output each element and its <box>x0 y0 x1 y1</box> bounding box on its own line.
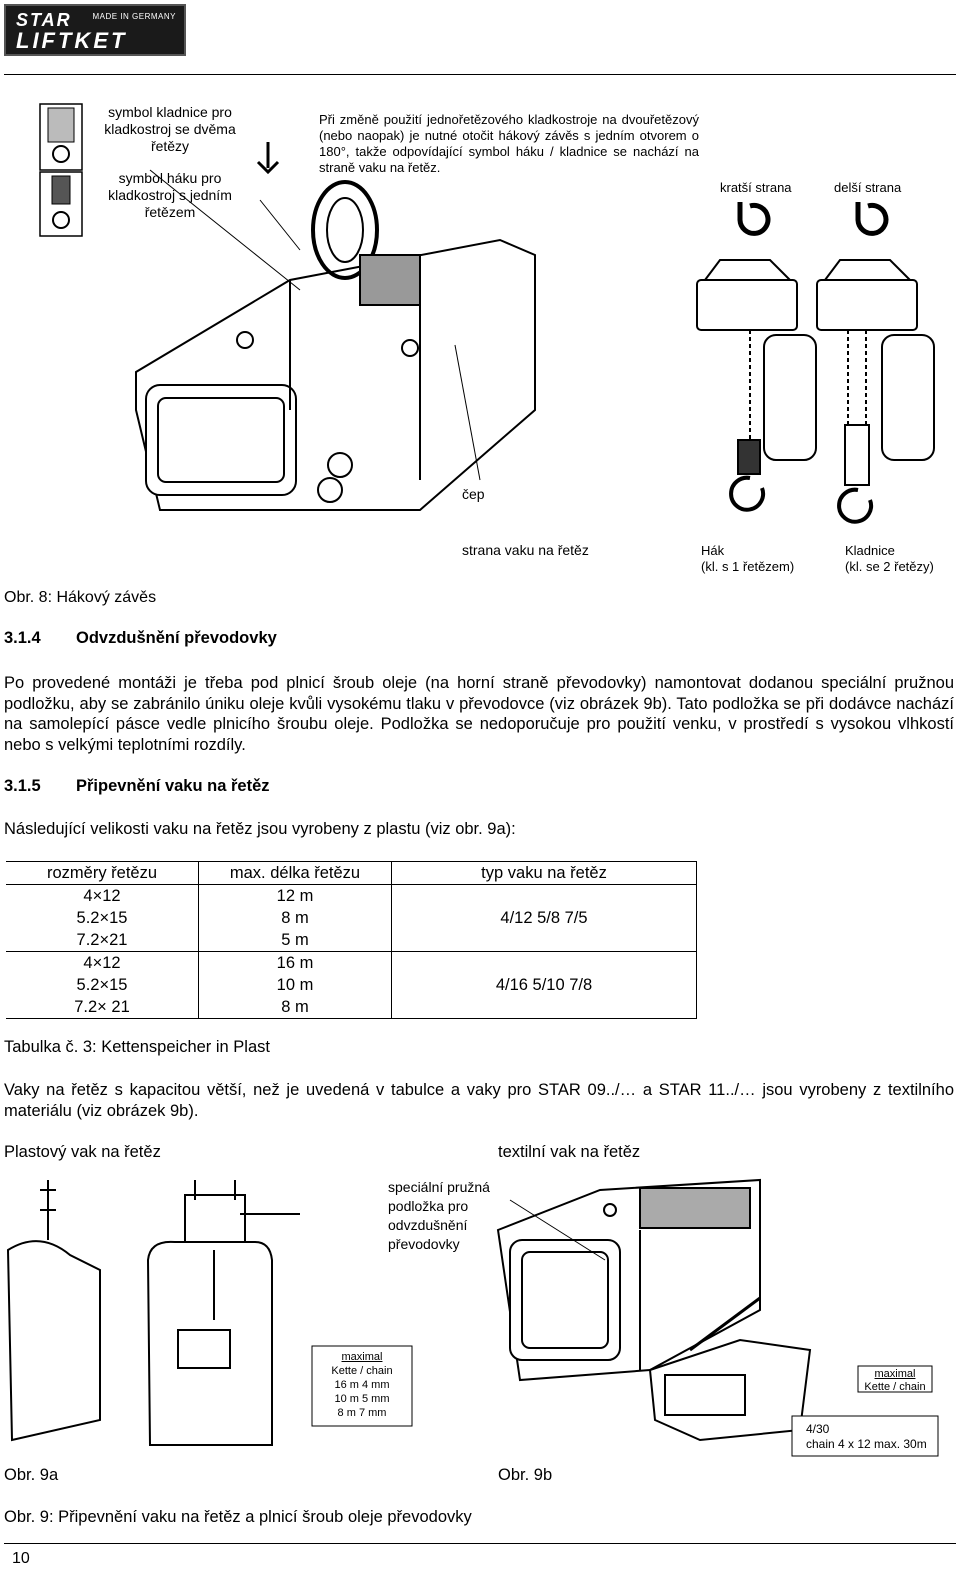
table-row <box>6 885 697 908</box>
block-sublabel: (kl. se 2 řetězy) <box>845 559 934 574</box>
textile-bag-hoist-drawing <box>498 1180 810 1440</box>
two-chain-symbol-label: symbol kladnice pro kladkostroj se dvěma řetězy <box>104 104 236 154</box>
table-cell: 4/12 5/8 7/5 <box>392 885 697 952</box>
pin-label: čep <box>462 486 485 502</box>
table-cell: 7.2×21 <box>6 929 199 952</box>
gasket-label: speciální pružná podložka pro odvzdušnění převodovky <box>388 1179 490 1252</box>
section-314-title: Odvzdušnění převodovky <box>76 629 277 647</box>
bag-tag-line: 4/30 <box>806 1422 830 1436</box>
longer-side-label: delší strana <box>834 180 902 195</box>
label-plate-a-text <box>316 1350 408 1420</box>
footer-rule <box>4 1543 956 1544</box>
plastic-bag-side-drawing <box>8 1180 100 1440</box>
bag-tag-text <box>806 1422 927 1452</box>
logo-made-in: MADE IN GERMANY <box>92 12 176 21</box>
table-cell: 8 m <box>199 996 392 1019</box>
bag-side-label: strana vaku na řetěz <box>462 542 589 558</box>
table-cell: 4×12 <box>6 885 199 908</box>
table-cell: 5.2×15 <box>6 907 199 929</box>
block-label: Kladnice <box>845 543 895 558</box>
bag-tag-line: chain 4 x 12 max. 30m <box>806 1437 927 1451</box>
figure-9a-caption: Obr. 9a <box>4 1466 59 1484</box>
after-table-text: Vaky na řetěz s kapacitou větší, než je uvedená v tabulce a vaky pro STAR 09../… a STAR 11../… jsou vyrobeny z textilního materiálu (viz obrázek 9b). <box>4 1081 954 1120</box>
table-header-cell: typ vaku na řetěz <box>392 862 697 885</box>
textile-bag-title: textilní vak na řetěz <box>498 1143 641 1161</box>
header-rule <box>4 74 956 75</box>
label-plate-a-line: 10 m 5 mm <box>334 1393 390 1405</box>
label-plate-a-line: 16 m 4 mm <box>334 1379 390 1391</box>
label-plate-b-line: Kette / chain <box>864 1381 926 1393</box>
table-row <box>6 952 697 975</box>
table-cell: 16 m <box>199 952 392 975</box>
table-header-cell: rozměry řetězu <box>6 862 199 885</box>
long-side-hoist-drawing <box>817 202 934 522</box>
section-314-text: Po provedené montáži je třeba pod plnicí šroub oleje (na horní straně převodovky) namontovat dodanou speciální pružnou podložku, aby se zabránilo úniku oleje kvůli vysokému tlaku v převodovce (viz obrázek 9b). Tato podložka se při dodávce nachází na samolepící pásce vedle plnicího šroubu oleje. Podložka se nedoporučuje pro použití venku, v prostředí s vysokou vlhkostí nebo s velkými teplotními rozdíly. <box>4 674 954 754</box>
section-315-intro: Následující velikosti vaku na řetěz jsou vyrobeny z plastu (viz obr. 9a): <box>4 820 516 838</box>
table-caption: Tabulka č. 3: Kettenspeicher in Plast <box>4 1038 270 1056</box>
table-cell: 12 m <box>199 885 392 908</box>
page-number: 10 <box>12 1550 30 1567</box>
figure-8-caption: Obr. 8: Hákový závěs <box>4 589 157 606</box>
logo-star: STAR <box>16 10 72 30</box>
one-chain-symbol-icon <box>40 172 82 236</box>
table-cell: 4×12 <box>6 952 199 975</box>
table-header-row <box>6 862 697 885</box>
company-logo <box>4 4 186 56</box>
figure-8-instruction: Při změně použití jednořetězového kladkostroje na dvouřetězový (nebo naopak) je nutné otočit hákový závěs s jedním otvorem o 180°, takže odpovídající symbol háku / kladnice se nachází na straně vaku na řetěz. <box>319 112 699 175</box>
hook-label: Hák <box>701 543 725 558</box>
label-plate-a-line: maximal <box>341 1351 383 1363</box>
table-header-cell: max. délka řetězu <box>199 862 392 885</box>
two-chain-symbol-icon <box>40 104 82 170</box>
logo-liftket: LIFTKET <box>16 28 128 53</box>
table-cell: 5 m <box>199 929 392 952</box>
shorter-side-label: kratší strana <box>720 180 792 195</box>
table-cell: 10 m <box>199 974 392 996</box>
label-plate-a-line: 8 m 7 mm <box>337 1407 387 1419</box>
chain-bag-table <box>6 861 697 1019</box>
section-315-title: Připevnění vaku na řetěz <box>76 777 270 795</box>
table-cell: 8 m <box>199 907 392 929</box>
one-chain-symbol-label: symbol háku pro kladkostroj s jedním řetězem <box>108 170 232 220</box>
table-cell: 5.2×15 <box>6 974 199 996</box>
figure-9b-caption: Obr. 9b <box>498 1466 553 1484</box>
plastic-bag-title: Plastový vak na řetěz <box>4 1143 161 1161</box>
short-side-hoist-drawing <box>697 202 816 510</box>
figure-9-caption: Obr. 9: Připevnění vaku na řetěz a plnicí šroub oleje převodovky <box>4 1508 472 1526</box>
hoist-drawing <box>136 170 535 510</box>
label-plate-b-line: maximal <box>874 1368 916 1380</box>
section-315-number: 3.1.5 <box>4 777 41 795</box>
label-plate-a-line: Kette / chain <box>331 1365 393 1377</box>
table-cell: 7.2× 21 <box>6 996 199 1019</box>
label-plate-b-text <box>860 1368 930 1394</box>
section-314-number: 3.1.4 <box>4 629 41 647</box>
table-cell: 4/16 5/10 7/8 <box>392 952 697 1019</box>
plastic-bag-front-drawing <box>148 1180 300 1445</box>
hook-sublabel: (kl. s 1 řetězem) <box>701 559 795 574</box>
